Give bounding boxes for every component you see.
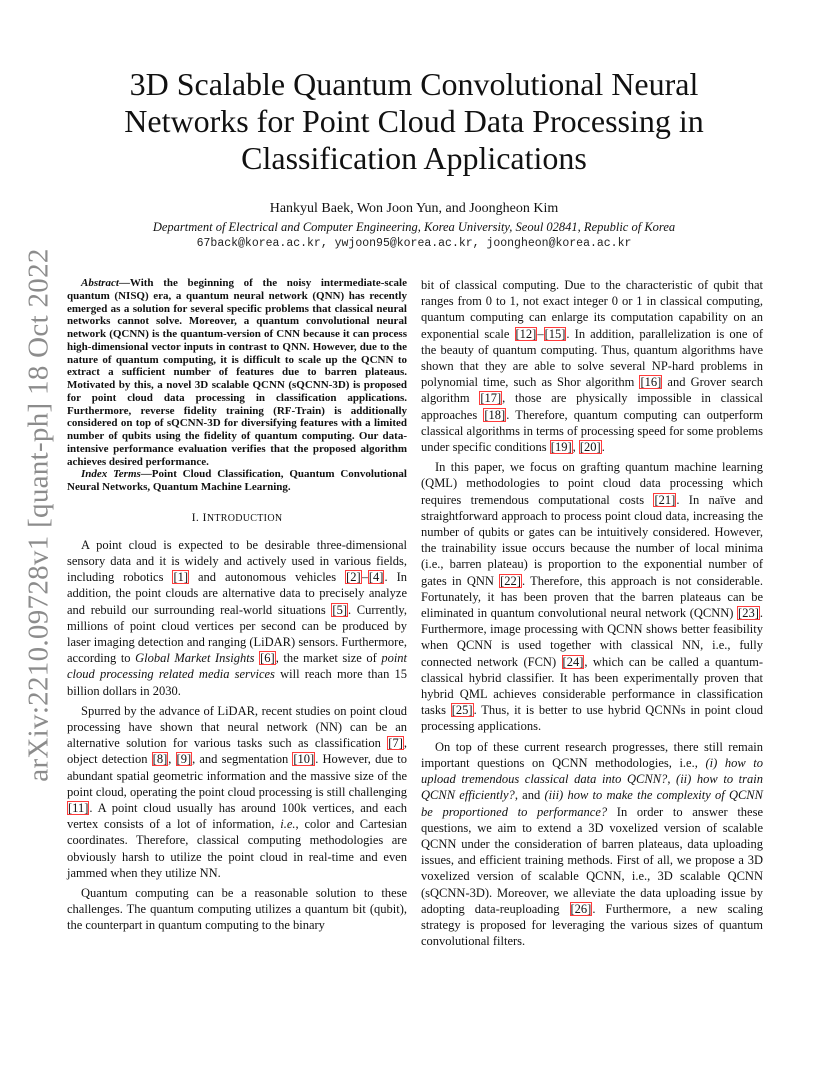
text-run: , object detection: [67, 736, 407, 767]
intro-paragraph-1: [67, 537, 407, 699]
section-rest: NTRODUCTION: [206, 512, 283, 524]
text-run: , the market size of: [275, 651, 382, 666]
text-run: . In naïve and straightforward approach to process point cloud data, increasing the number of qubits or gates can be intuitively considered. However, the trainability issue occurs because the number of local minima (i.e., barren plateau) is proportion to the exponential number of gates in QNN: [421, 492, 764, 588]
text-run: , and segmentation: [192, 752, 293, 767]
citation-link[interactable]: [23]: [738, 606, 759, 621]
citation-link[interactable]: [16]: [640, 375, 662, 390]
arxiv-stamp-text: arXiv:2210.09728v1 [quant-ph] 18 Oct 2022: [22, 248, 55, 782]
text-run: , those are physically impossible in classical approaches: [421, 391, 763, 422]
text-run: ,: [667, 772, 677, 787]
text-run: , which can be called a quantum-classical hybrid classifier. It has been experimentally proven that hybrid QML achieves considerable performance in classification tasks: [421, 654, 763, 718]
text-run: , and: [514, 788, 545, 803]
citation-link[interactable]: [4]: [368, 570, 384, 585]
text-run: . In addition, parallelization is one of the beauty of quantum computing. Thus, quantum algorithms have shown that they are able to solve several NP-hard problems in polynomial time, such as Shor algorithm: [421, 326, 763, 390]
citation-link[interactable]: [9]: [176, 752, 192, 767]
abstract-label: Abstract: [81, 277, 119, 289]
text-run: bit of classical computing. Due to the characteristic of qubit that ranges from 0 to 1, not exact integer 0 or 1 in classical computing, quantum computing can enlarge its computation capability on an exponential scale: [421, 278, 763, 341]
italic-run: Global Market Insights: [135, 651, 255, 666]
italic-run: (ii) how to train QCNN efficiently?: [421, 772, 763, 803]
text-run: ,: [572, 440, 579, 455]
paper-title: [80, 66, 748, 177]
text-run: . A point cloud usually has around 100k vertices, and each vertex consists of a lot of information,: [67, 801, 407, 832]
text-run: ,: [168, 752, 176, 767]
citation-link[interactable]: [18]: [484, 407, 506, 422]
text-run: , color and Cartesian coordinates. Therefore, classical computing methodologies are obviously harsh to utilize the point cloud in real-time and even jammed when they utilize NN.: [67, 817, 407, 880]
text-run: and autonomous vehicles: [189, 570, 346, 585]
citation-link[interactable]: [1]: [173, 570, 189, 585]
text-run: –: [537, 326, 544, 341]
intro-paragraph-4: [421, 459, 763, 734]
text-run: On top of these current research progresses, there still remain important questions on QCNN methodologies, i.e.,: [421, 739, 763, 770]
citation-link[interactable]: [24]: [562, 654, 584, 669]
text-run: . However, due to abundant spatial geometric information and the massive size of the point cloud, operating the point cloud processing is still challenging: [67, 752, 408, 799]
citation-link[interactable]: [20]: [579, 440, 601, 455]
section-numeral: I.: [191, 509, 200, 524]
title-line-2: Networks for Point Cloud Data Processing in: [124, 103, 704, 139]
abstract-text: With the beginning of the noisy intermediate-scale quantum (NISQ) era, a quantum neural network (QNN) has recently emerged as a solution for several specific problems that classical neural networks cannot solve. Moreover, a quantum convolutional neural network (QCNN) is the quantum-version of CNN because it can process high-dimensional vector inputs in contrast to QNN. However, due to the nature of quantum computing, it is difficult to scale up the QCNN to extract a sufficient number of features due to barren plateaus. Motivated by this, a novel 3D scalable QCNN (sQCNN-3D) is proposed for point cloud data processing in classification applications. Furthermore, reverse fidelity training (RF-Train) is additionally considered on top of sQCNN-3D for diversifying features with a limited number of qubits using the fidelity of quantum computing. Our data-intensive performance evaluation verifies that the proposed algorithm achieves desired performance.: [67, 277, 407, 468]
section-first-letter: I: [202, 509, 207, 524]
citation-link[interactable]: [17]: [480, 391, 502, 406]
abstract-dash: —: [118, 277, 130, 289]
abstract: [67, 277, 407, 468]
italic-run: (iii) how to make the complexity of QCNN be proportioned to performance?: [421, 788, 763, 819]
citation-link[interactable]: [6]: [260, 651, 275, 666]
intro-paragraph-3-continued: [421, 277, 763, 455]
left-column: [67, 277, 407, 934]
title-line-1: 3D Scalable Quantum Convolutional Neural: [129, 66, 699, 102]
text-run: In order to answer these questions, we aim to extend a 3D voxelized version of scalable QCNN under the consideration of barren plateaus, data uploading issues, and efficient training methods. First of all, we propose a 3D voxelized version of scalable QCNN, i.e., 3D scalable QCNN (sQCNN-3D). Moreover, we alleviate the data uploading issue by adopting data-reuploading: [421, 804, 763, 916]
text-run: . Currently, millions of point cloud vertices per second can be produced by laser imaging detection and ranging (LiDAR) sensors. Furthermore, according to: [67, 602, 407, 666]
citation-link[interactable]: [8]: [152, 752, 168, 767]
text-run: –: [361, 570, 368, 585]
affiliation: Department of Electrical and Computer Engineering, Korea University, Seoul 02841, Republic of Korea: [152, 220, 676, 234]
citation-link[interactable]: [11]: [68, 801, 89, 815]
index-terms-dash: —: [140, 468, 152, 481]
citation-link[interactable]: [10]: [293, 752, 315, 767]
text-run: . In addition, the point clouds are alternative data to precisely analyze and rebuild our surrounding real-world situations: [67, 570, 407, 617]
arxiv-stamp: [18, 248, 60, 782]
citation-link[interactable]: [15]: [544, 326, 566, 341]
citation-link[interactable]: [7]: [388, 736, 403, 751]
text-run: . Therefore, this approach is not considerable. Fortunately, it has been proven that the barren plateaus can be eliminated in quantum convolutional neural network (QCNN): [421, 573, 763, 621]
text-run: . Therefore, quantum computing can outperform classical algorithms in terms of processing speed for some problems under specific conditions: [421, 407, 763, 455]
citation-link[interactable]: [19]: [550, 440, 572, 455]
text-run: . Furthermore, a new scaling strategy is proposed for leveraging the various sizes of quantum convolutional filters.: [421, 901, 764, 949]
index-terms-label: Index Terms: [81, 468, 141, 481]
index-terms-text: Point Cloud Classification, Quantum Convolutional Neural Networks, Quantum Machine Learning.: [67, 468, 407, 493]
text-run: . Furthermore, image processing with QCNN shows better feasibility when QCNN is used together with classical NN, i.e., fully connected network (FCN): [421, 606, 763, 669]
citation-link[interactable]: [12]: [515, 326, 537, 341]
intro-paragraph-5: [421, 739, 763, 950]
text-run: will reach more than 15 billion dollars in 2030.: [67, 667, 407, 698]
right-column: [421, 277, 763, 949]
italic-run: i.e.: [280, 817, 296, 832]
citation-link[interactable]: [25]: [451, 703, 473, 718]
intro-paragraph-2: [67, 703, 407, 881]
citation-link[interactable]: [2]: [346, 570, 361, 585]
text-run: .: [601, 440, 605, 455]
text-run: . Thus, it is better to use hybrid QCNNs in point cloud processing applications.: [421, 703, 763, 734]
text-run: In this paper, we focus on grafting quantum machine learning (QML) methodologies to point cloud data processing which requires tremendous computational costs: [421, 460, 763, 507]
citation-link[interactable]: [22]: [500, 573, 521, 588]
section-heading-introduction: [67, 510, 407, 525]
text-run: Spurred by the advance of LiDAR, recent studies on point cloud processing have shown that neural network (NN) can be an alternative solution for various tasks such as classification: [67, 703, 407, 751]
citation-link[interactable]: [21]: [654, 492, 676, 507]
index-terms: [67, 468, 407, 494]
italic-run: (i) how to upload tremendous classical data into QCNN?: [421, 755, 764, 787]
citation-link[interactable]: [5]: [332, 602, 347, 617]
author-list: Hankyul Baek, Won Joon Yun, and Joongheon Kim: [269, 201, 559, 216]
author-emails: 67back@korea.ac.kr, ywjoon95@korea.ac.kr, joongheon@korea.ac.kr: [196, 237, 632, 250]
intro-paragraph-3: Quantum computing can be a reasonable solution to these challenges. The quantum computing utilizes a quantum bit (qubit), the counterpart in quantum computing to the binary: [67, 886, 407, 933]
citation-link[interactable]: [26]: [570, 901, 592, 916]
text-run: A point cloud is expected to be desirable three-dimensional sensory data and it is widely and actively used in various fields, including robotics: [67, 537, 407, 585]
italic-run: point cloud processing related media services: [67, 651, 408, 682]
text-run: and Grover search algorithm: [421, 375, 764, 406]
title-line-3: Classification Applications: [241, 140, 587, 176]
